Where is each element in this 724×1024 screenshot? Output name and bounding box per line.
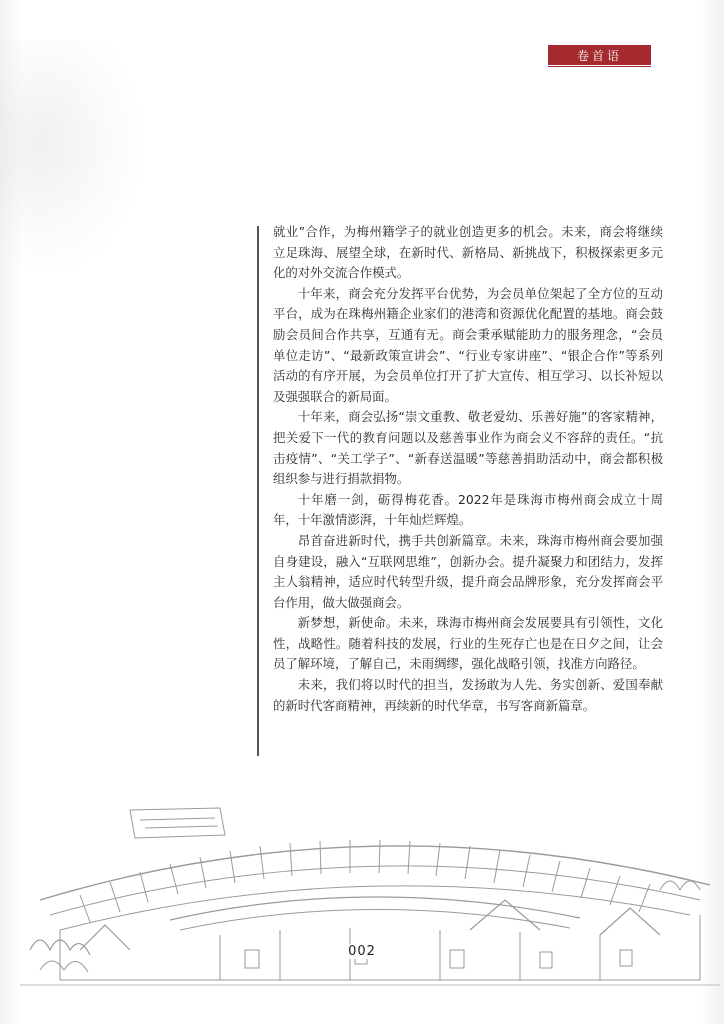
paragraph: 昂首奋进新时代，携手共创新篇章。未来，珠海市梅州商会要加强自身建设，融入“互联网思维”，创新办会。提升凝聚力和团结力，发挥主人翁精神，适应时代转型升级，提升商会品牌形象，充分发挥商会平台作用，做大做强商会。	[273, 532, 663, 610]
section-label-underline	[548, 66, 651, 67]
article-body	[273, 222, 663, 716]
paragraph: 就业”合作，为梅州籍学子的就业创造更多的机会。未来，商会将继续立足珠海、展望全球，在新时代、新格局、新挑战下，积极探索更多元化的对外交流合作模式。	[273, 224, 663, 281]
paragraph: 新梦想，新使命。未来，珠海市梅州商会发展要具有引领性，文化性，战略性。随着科技的发展，行业的生死存亡也是在日夕之间，让会员了解环境，了解自己，未雨绸缪，强化战略引领，找准方向路径。	[273, 615, 663, 672]
column-rule	[257, 226, 259, 756]
section-label: 卷首语	[548, 45, 651, 65]
watermark-decoration	[0, 40, 140, 270]
page-number: 002	[340, 944, 384, 959]
paragraph: 未来，我们将以时代的担当，发扬敢为人先、务实创新、爱国奉献的新时代客商精神，再续新的时代华章，书写客商新篇章。	[273, 677, 663, 713]
hakka-house-illustration	[20, 790, 720, 990]
paragraph: 十年磨一剑，砺得梅花香。2022年是珠海市梅州商会成立十周年，十年激情澎湃，十年灿烂辉煌。	[273, 491, 663, 528]
paragraph: 十年来，商会弘扬“崇文重教、敬老爱幼、乐善好施”的客家精神，把关爱下一代的教育问题以及慈善事业作为商会义不容辞的责任。“抗击疫情”、“关工学子”、“新春送温暖”等慈善捐助活动中，商会都积极组织参与进行捐款捐物。	[273, 409, 663, 487]
paragraph: 十年来，商会充分发挥平台优势，为会员单位架起了全方位的互动平台，成为在珠梅州籍企业家们的港湾和资源优化配置的基地。商会鼓励会员间合作共享，互通有无。商会秉承赋能助力的服务理念，“会员单位走访”、“最新政策宣讲会”、“行业专家讲座”、“银企合作”等系列活动的有序开展，为会员单位打开了扩大宣传、相互学习、以长补短以及强强联合的新局面。	[273, 285, 663, 404]
